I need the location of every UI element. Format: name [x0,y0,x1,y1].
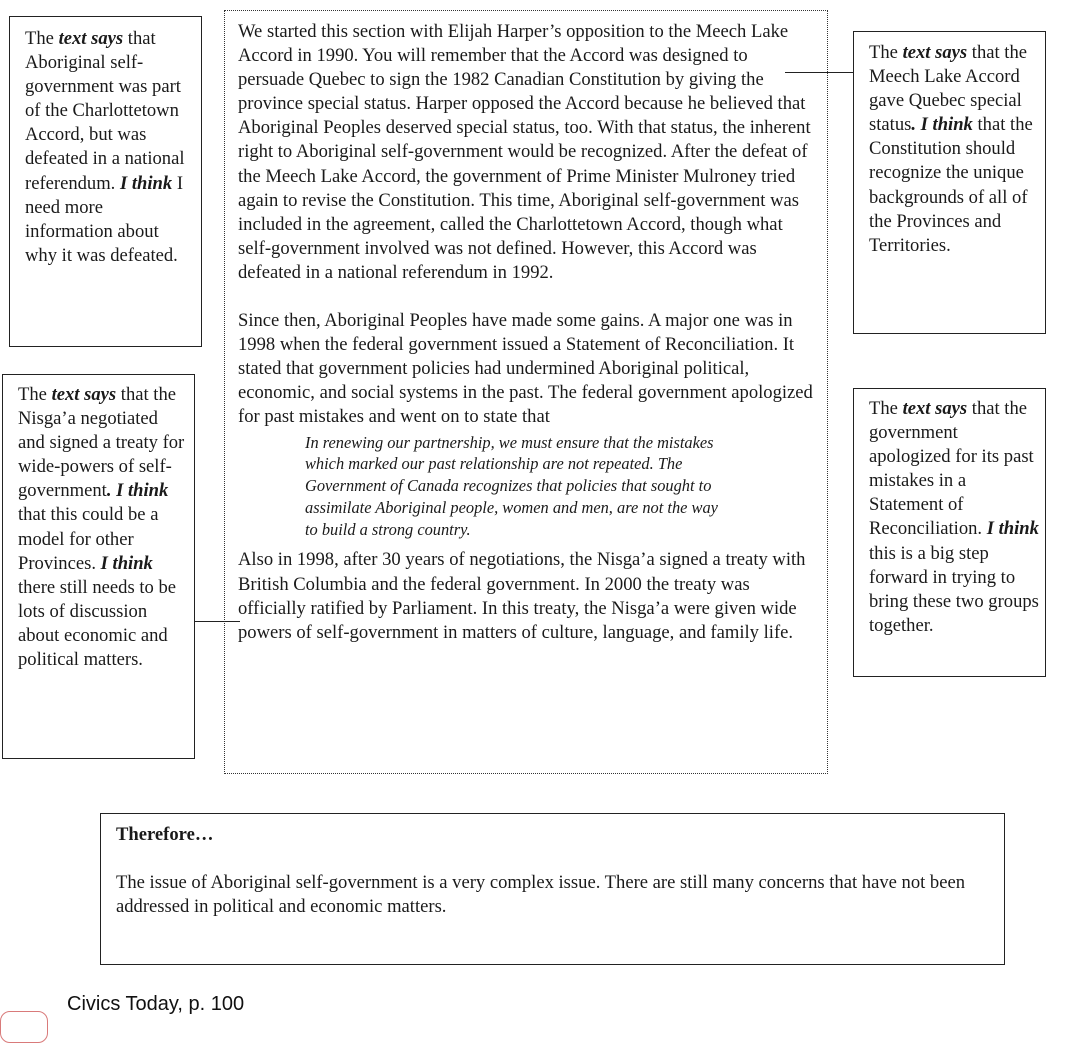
connector-line [195,621,240,622]
main-text-box [224,10,828,774]
block-quote: In renewing our partnership, we must ensure that the mistakes which marked our past relationship are not repeated. The Government of Canada recognizes that policies that sought to assimilate Aboriginal people, women and men, are not the way to build a strong country. [305,432,718,539]
i-think-emphasis: I think [100,552,153,574]
note-text-run: The [869,42,903,63]
connector-line [785,72,853,73]
note-bottom-right [853,388,1046,677]
note-text-run: I need more information about why it was defeated. [25,172,184,266]
note-text [869,397,1039,638]
i-think-emphasis: I think [119,172,173,194]
note-bottom-left [2,374,195,759]
therefore-box [100,813,1005,965]
text-says-emphasis: text says [902,42,968,63]
note-top-left [9,16,202,347]
text-says-emphasis: text says [51,384,117,405]
i-think-emphasis: I think [986,518,1039,540]
paragraph-nisgaa-treaty: Also in 1998, after 30 years of negotiations, the Nisga’a signed a treaty with British Columbia and the federal government. In 2000 the treaty was officially ratified by Parliament. In this treaty, the Nisga’a were given wide powers of self-government in matters of culture, language, and family life. [238,549,806,643]
note-text-run: that the Nisga’a negotiated and signed a treaty for wide-powers of self-government [18,384,185,502]
i-think-emphasis: . I think [911,114,973,136]
note-text-run: that the Constitution should recognize the unique backgrounds of all of the Provinces and Territories. [869,114,1033,256]
text-says-emphasis: text says [902,398,968,419]
note-text [25,27,193,268]
note-text-run: that the Meech Lake Accord gave Quebec special status [869,42,1028,136]
note-text-run: that this could be a model for other Provinces. [18,504,159,574]
note-text [18,383,188,672]
citation: Civics Today, p. 100 [67,993,245,1015]
note-text-run: that Aboriginal self-government was part of the Charlottetown Accord, but was defeated in a national referendum. [25,28,185,194]
paragraph-reconciliation: Since then, Aboriginal Peoples have made some gains. A major one was in 1998 when the federal government issued a Statement of Reconciliation. It stated that government policies had undermined Aboriginal political, economic, and social systems in the past. The federal government apologized for past mistakes and went on to state that [238,310,813,428]
therefore-body: The issue of Aboriginal self-government is a very complex issue. There are still many concerns that have not been addressed in political and economic matters. [116,872,966,918]
note-text [869,41,1039,258]
note-text-run: The [18,384,52,405]
corner-tab[interactable] [0,1011,48,1043]
therefore-heading: Therefore… [116,824,214,845]
note-top-right [853,31,1046,334]
text-says-emphasis: text says [58,28,124,49]
i-think-emphasis: . I think [106,480,169,502]
note-text-run: that the government apologized for its past mistakes in a Statement of Reconciliation. [869,398,1034,540]
note-text-run: there still needs to be lots of discussion about economic and political matters. [18,576,177,671]
note-text-run: this is a big step forward in trying to bring these two groups together. [869,542,1039,636]
note-text-run: The [25,28,59,49]
paragraph-meech-lake: We started this section with Elijah Harper’s opposition to the Meech Lake Accord in 1990. You will remember that the Accord was designed to persuade Quebec to sign the 1982 Canadian Constitution by giving the province special status. Harper opposed the Accord because he believed that Aboriginal Peoples deserved special status, too. With that status, the inherent right to Aboriginal self-government would be recognized. After the defeat of the Meech Lake Accord, the government of Prime Minister Mulroney tried again to revise the Constitution. This time, Aboriginal self-government was included in the agreement, called the Charlottetown Accord, though what self-government involved was not defined. However, this Accord was defeated in a national referendum in 1992. [238,21,811,283]
note-text-run: The [869,398,903,419]
